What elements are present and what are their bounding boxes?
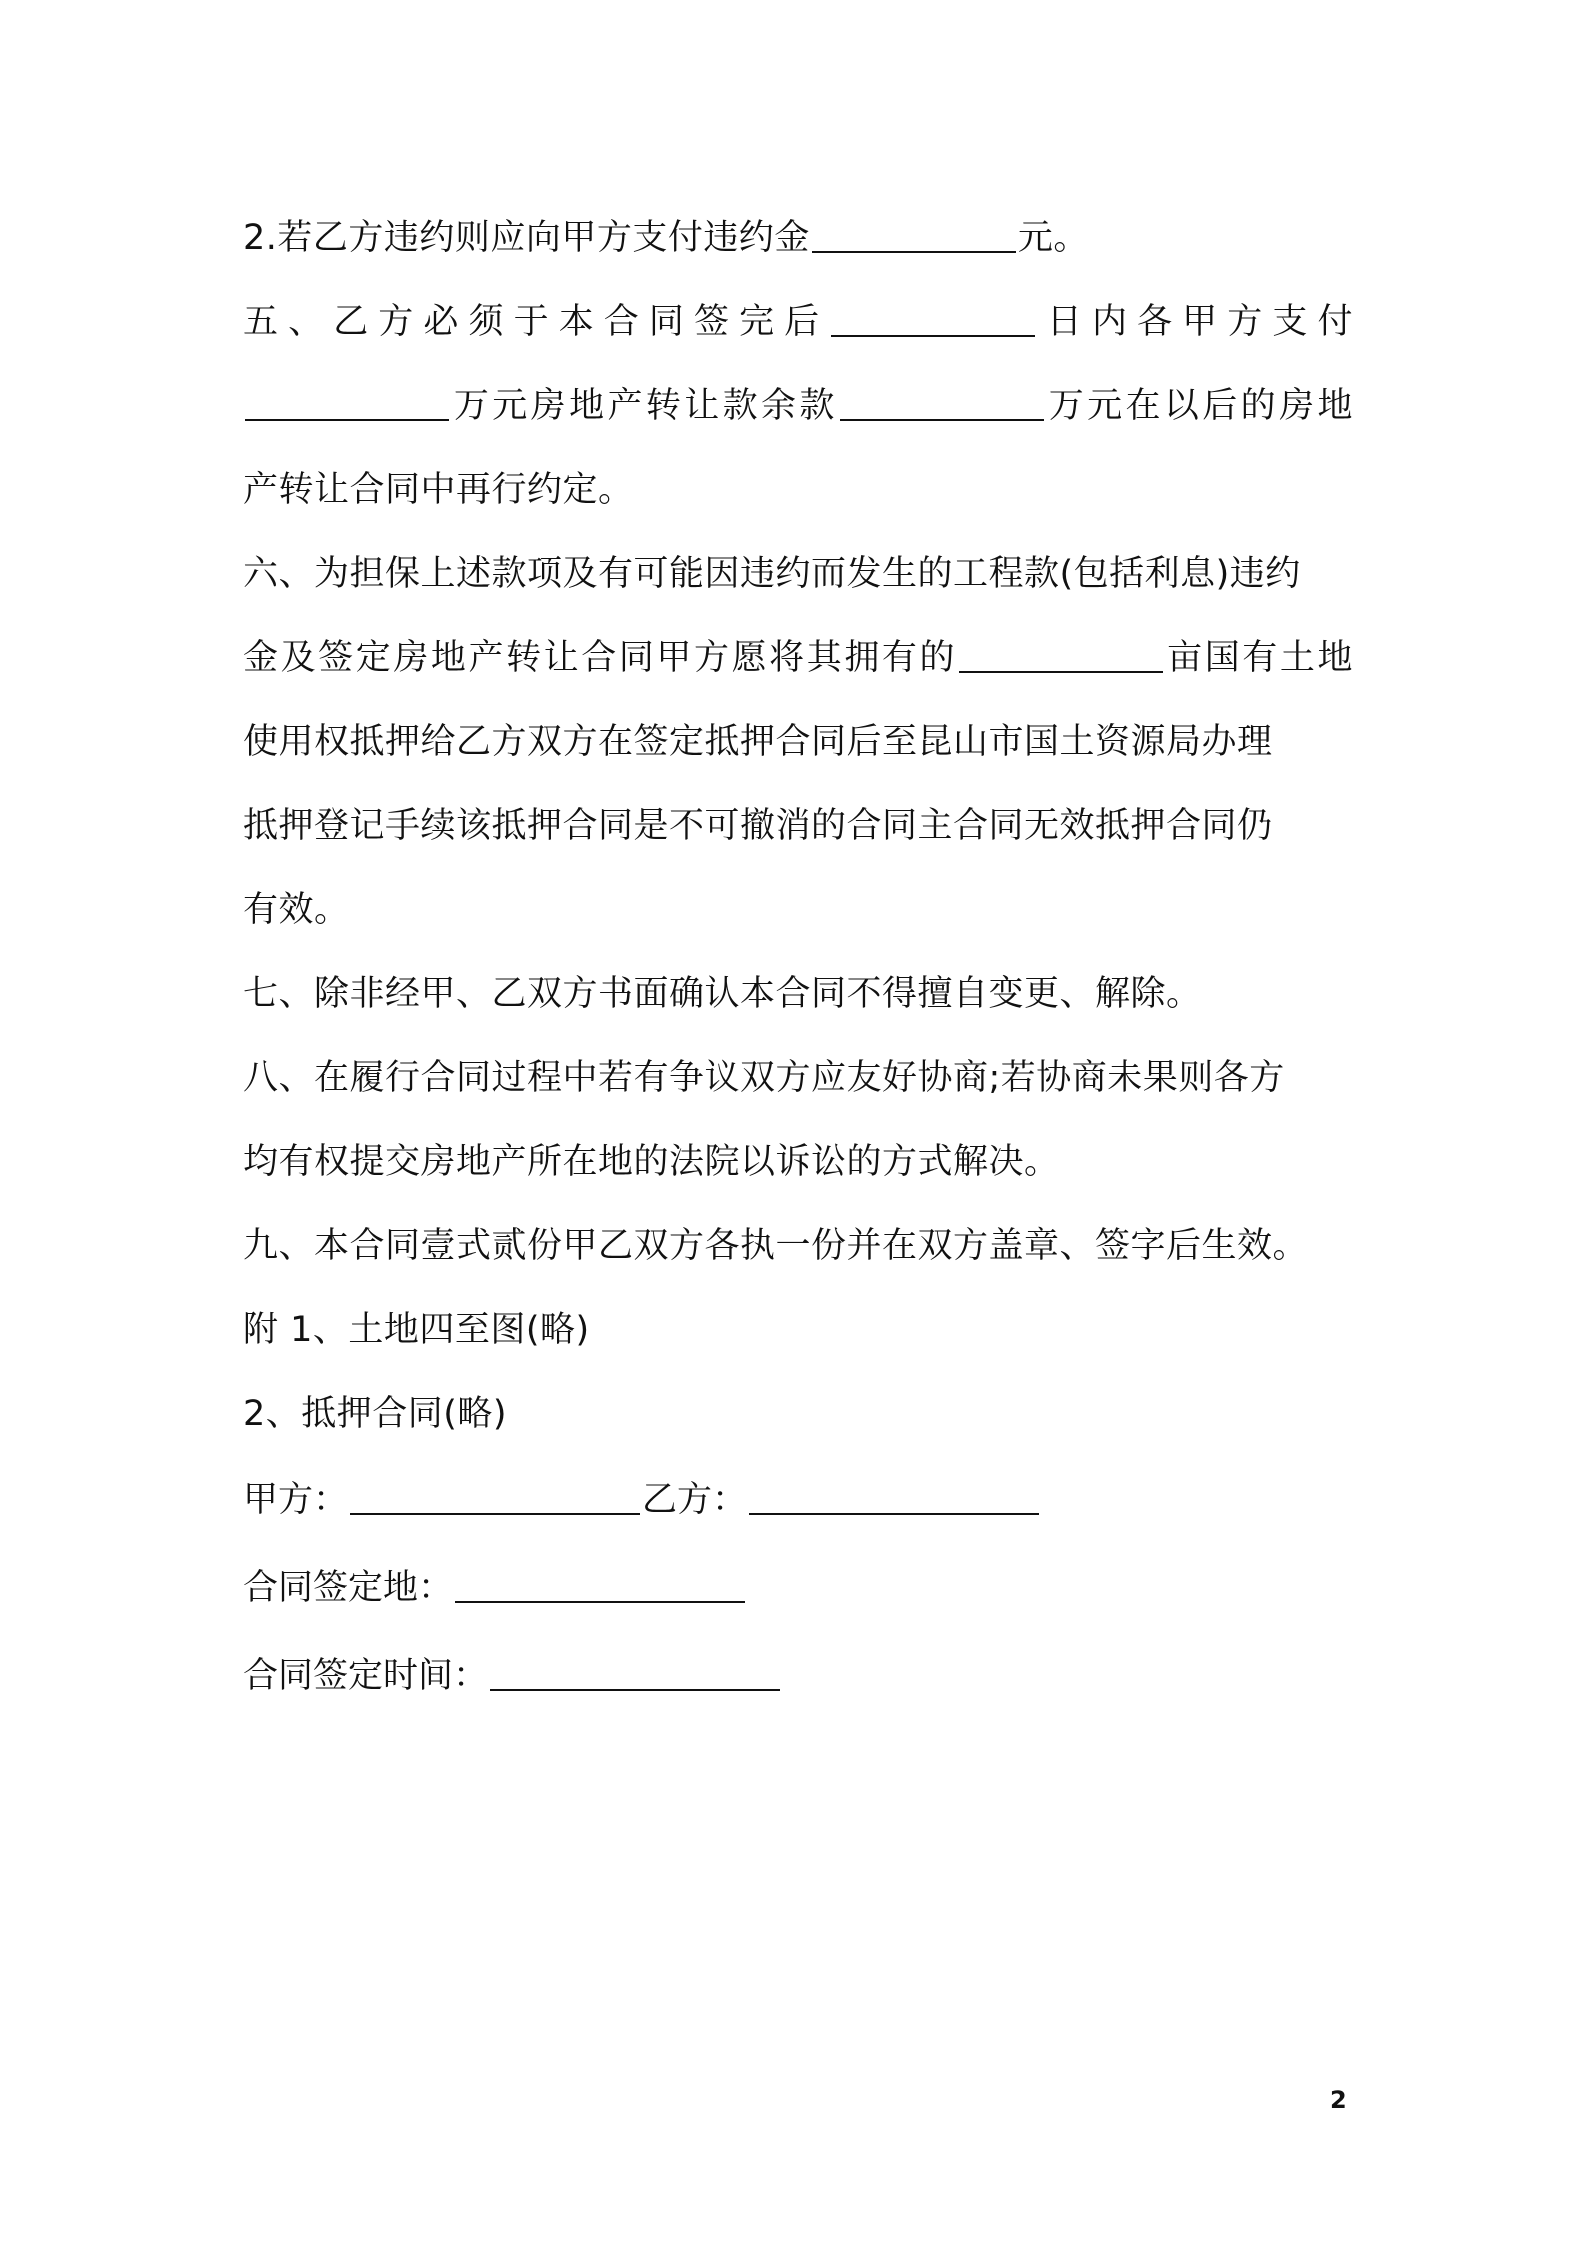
attachment-1: 附 1、土地四至图(略) <box>243 1310 590 1350</box>
party-signature-row <box>243 1456 1353 1544</box>
clause-6-text-b: 亩国有土地 <box>1165 638 1353 678</box>
penalty-amount-blank <box>812 217 1016 253</box>
party-a-label: 甲方： <box>243 1480 349 1520</box>
attachment-2: 2、抵押合同(略) <box>243 1394 508 1434</box>
clause-5-text-c: 万元房地产转让款余款 <box>451 386 838 426</box>
page-number: 2 <box>1330 2086 1347 2114</box>
clause-8-line-1: 八、在履行合同过程中若有争议双方应友好协商;若协商未果则各方 <box>243 1058 1285 1098</box>
signing-place-label: 合同签定地： <box>243 1568 454 1608</box>
clause-2-line <box>243 196 1353 280</box>
party-b-label: 乙方： <box>642 1480 748 1520</box>
signing-place-row <box>243 1544 1353 1632</box>
clause-6-line-5: 有效。 <box>243 890 350 930</box>
clause-5-line-1 <box>243 280 1353 364</box>
party-a-signature-blank <box>350 1479 640 1515</box>
contract-body <box>243 196 1353 1720</box>
clause-6-line-3: 使用权抵押给乙方双方在签定抵押合同后至昆山市国土资源局办理 <box>243 722 1273 762</box>
clause-5-text-a: 五、乙方必须于本合同签完后 <box>243 302 830 342</box>
clause-2-text: 2.若乙方违约则应向甲方支付违约金 <box>243 218 810 258</box>
clause-5-line-2 <box>243 364 1353 448</box>
clause-9-line: 九、本合同壹式贰份甲乙双方各执一份并在双方盖章、签字后生效。 <box>243 1226 1309 1266</box>
clause-6-line-4: 抵押登记手续该抵押合同是不可撤消的合同主合同无效抵押合同仍 <box>243 806 1273 846</box>
clause-6-text-a: 金及签定房地产转让合同甲方愿将其拥有的 <box>243 638 958 678</box>
clause-5-text-d: 万元在以后的房地 <box>1045 386 1353 426</box>
clause-6-line-2 <box>243 616 1353 700</box>
signing-time-row <box>243 1632 1353 1720</box>
signing-place-blank <box>455 1567 745 1603</box>
clause-5-line-3: 产转让合同中再行约定。 <box>243 470 634 510</box>
payment-amount-blank <box>245 385 449 421</box>
clause-2-tail: 元。 <box>1017 218 1089 258</box>
clause-7-line: 七、除非经甲、乙双方书面确认本合同不得擅自变更、解除。 <box>243 974 1202 1014</box>
balance-amount-blank <box>840 385 1044 421</box>
clause-6-line-1: 六、为担保上述款项及有可能因违约而发生的工程款(包括利息)违约 <box>243 554 1301 594</box>
clause-5-text-b: 日内各甲方支付 <box>1037 302 1353 342</box>
party-b-signature-blank <box>749 1479 1039 1515</box>
payment-days-blank <box>831 301 1035 337</box>
signing-time-blank <box>490 1655 780 1691</box>
clause-8-line-2: 均有权提交房地产所在地的法院以诉讼的方式解决。 <box>243 1142 1060 1182</box>
land-area-blank <box>959 637 1163 673</box>
signing-time-label: 合同签定时间： <box>243 1656 489 1696</box>
